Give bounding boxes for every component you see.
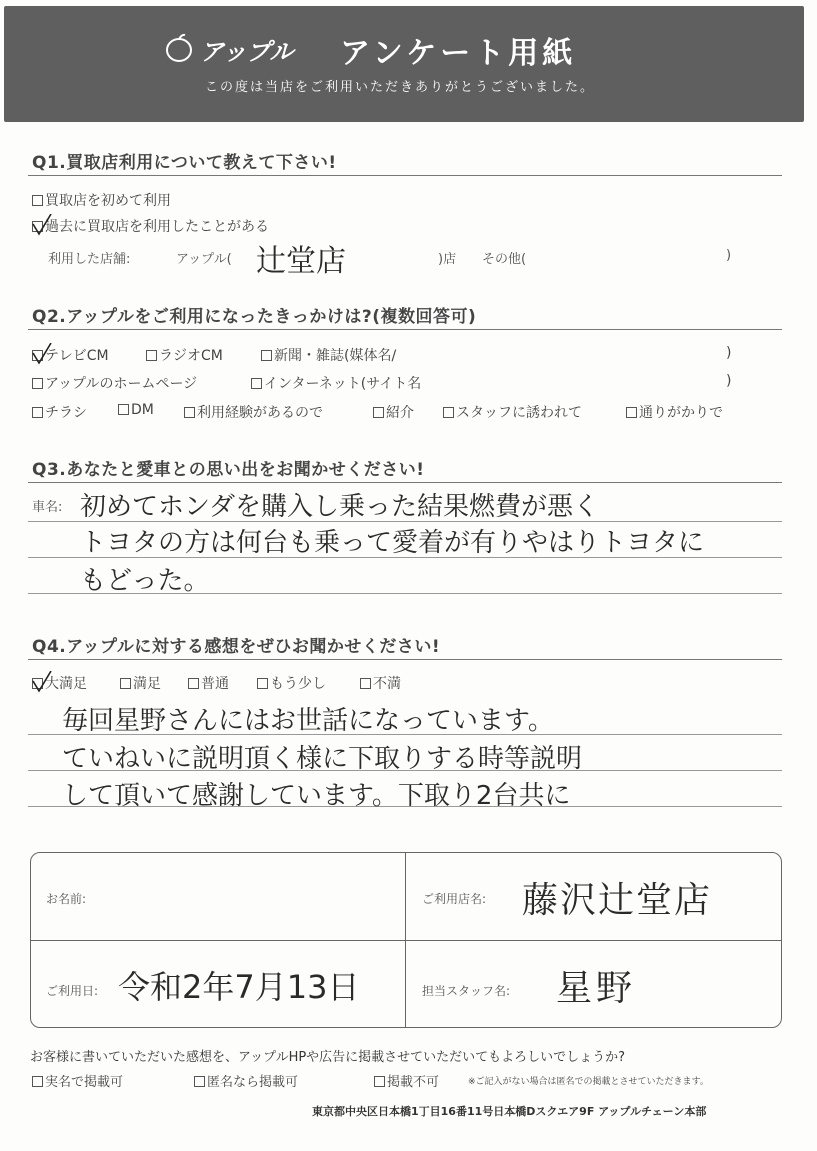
q1-option-first-time[interactable]: 買取店を初めて利用 <box>32 190 171 210</box>
q2-heading: Q2.アップルをご利用になったきっかけは?(複数回答可) <box>32 307 477 327</box>
svg-text:アップル: アップル <box>200 38 294 66</box>
checkbox[interactable] <box>194 1076 205 1087</box>
checkbox[interactable] <box>443 407 454 418</box>
checkbox[interactable] <box>118 404 129 415</box>
other-label: その他( <box>482 252 527 267</box>
q4-option-normal[interactable]: 普通 <box>188 673 229 693</box>
visit-date-field[interactable]: 令和2年7月13日 <box>118 968 360 1006</box>
checkbox-checked[interactable] <box>32 678 43 689</box>
staff-name-field[interactable]: 星野 <box>556 968 637 1009</box>
checkbox[interactable] <box>261 350 272 361</box>
checkbox[interactable] <box>32 195 43 206</box>
store-suffix: )店 <box>438 252 457 267</box>
consent-option-real-name[interactable]: 実名で掲載可 <box>32 1071 123 1090</box>
q2-option-homepage[interactable]: アップルのホームページ <box>32 373 197 393</box>
q2-option-flyer[interactable]: チラシ <box>32 402 87 422</box>
car-name-label: 車名: <box>32 500 63 515</box>
company-address: 東京都中央区日本橋1丁目16番11号日本橋Dスクエア9F アップルチェーン本部 <box>312 1105 707 1118</box>
name-label: お名前: <box>46 892 87 906</box>
checkbox[interactable] <box>188 678 199 689</box>
q2-option-staff[interactable]: スタッフに誘われて <box>443 402 582 422</box>
q4-option-dissatisfied[interactable]: 不満 <box>360 673 401 693</box>
checkmark-icon <box>31 214 53 236</box>
q1-option-used-before[interactable]: 過去に買取店を利用したことがある <box>32 216 269 236</box>
q3-answer-line-3[interactable]: もどった。 <box>80 566 210 596</box>
q2-option-experience[interactable]: 利用経験があるので <box>184 402 323 422</box>
q3-rule <box>28 482 782 483</box>
checkmark-icon <box>31 343 53 365</box>
q4-answer-line-1[interactable]: 毎回星野さんにはお世話になっています。 <box>62 706 554 736</box>
consent-note: ※ご記入がない場合は匿名での掲載とさせていただきます。 <box>468 1077 709 1087</box>
staff-name-label: 担当スタッフ名: <box>422 984 511 998</box>
checkbox-checked[interactable] <box>32 221 43 232</box>
q4-option-very-satisfied[interactable]: 大満足 <box>32 673 87 693</box>
q2-option-dm[interactable]: DM <box>118 402 154 418</box>
q2-rule <box>28 329 782 330</box>
q4-option-satisfied[interactable]: 満足 <box>120 673 161 693</box>
checkbox-checked[interactable] <box>32 350 43 361</box>
store-name-label: ご利用店名: <box>422 892 487 906</box>
checkbox[interactable] <box>374 1076 385 1087</box>
q4-answer-line-2[interactable]: ていねいに説明頂く様に下取りする時等説明 <box>62 744 583 774</box>
q1-rule <box>28 175 782 176</box>
checkbox[interactable] <box>120 678 131 689</box>
store-used-label: 利用した店舗: <box>48 252 131 267</box>
page-title: アンケート用紙 <box>340 36 577 71</box>
q2-option-passing-by[interactable]: 通りがかりで <box>626 402 723 422</box>
q2-option-radio-cm[interactable]: ラジオCM <box>146 345 223 365</box>
page-subtitle: この度は当店をご利用いただきありがとうございました。 <box>204 80 595 95</box>
q2-option-internet[interactable]: インターネット(サイト名 <box>251 373 421 393</box>
q4-heading: Q4.アップルに対する感想をぜひお聞かせください! <box>32 637 441 657</box>
checkmark-icon <box>31 671 53 693</box>
checkbox[interactable] <box>32 1076 43 1087</box>
other-close: ) <box>726 248 732 263</box>
checkbox[interactable] <box>32 378 43 389</box>
q4-option-little-more[interactable]: もう少し <box>257 673 326 693</box>
info-divider-horizontal <box>30 940 782 941</box>
checkbox[interactable] <box>626 407 637 418</box>
info-divider-vertical <box>405 852 406 1028</box>
q2-row2-close: ) <box>726 373 732 389</box>
apple-logo <box>160 30 340 70</box>
store-name-handwritten[interactable]: 辻堂店 <box>256 244 346 279</box>
q2-option-tv-cm[interactable]: テレビCM <box>32 345 109 365</box>
publish-consent-question: お客様に書いていただいた感想を、アップルHPや広告に掲載させていただいてもよろしいでしょうか? <box>30 1050 626 1065</box>
checkbox[interactable] <box>32 407 43 418</box>
consent-option-not-allowed[interactable]: 掲載不可 <box>374 1071 439 1090</box>
q4-answer-line-3[interactable]: して頂いて感謝しています。下取り2台共に <box>62 781 571 811</box>
checkbox[interactable] <box>184 407 195 418</box>
apple-prefix: アップル( <box>176 252 232 267</box>
q2-option-newspaper[interactable]: 新聞・雑誌(媒体名/ <box>261 345 396 365</box>
q2-option-referral[interactable]: 紹介 <box>373 402 414 422</box>
q2-row1-close: ) <box>726 345 732 361</box>
q1-heading: Q1.買取店利用について教えて下さい! <box>32 153 337 173</box>
checkbox[interactable] <box>146 350 157 361</box>
q4-rule <box>28 659 782 660</box>
visit-date-label: ご利用日: <box>46 984 99 998</box>
q3-answer-line-1[interactable]: 初めてホンダを購入し乗った結果燃費が悪く <box>80 492 599 522</box>
checkbox[interactable] <box>360 678 371 689</box>
checkbox[interactable] <box>257 678 268 689</box>
checkbox[interactable] <box>251 378 262 389</box>
checkbox[interactable] <box>373 407 384 418</box>
store-name-field[interactable]: 藤沢辻堂店 <box>522 880 713 921</box>
q3-answer-line-2[interactable]: トヨタの方は何台も乗って愛着が有りやはりトヨタに <box>80 528 705 558</box>
q3-heading: Q3.あなたと愛車との思い出をお聞かせください! <box>32 460 425 480</box>
consent-option-anonymous[interactable]: 匿名なら掲載可 <box>194 1071 298 1090</box>
